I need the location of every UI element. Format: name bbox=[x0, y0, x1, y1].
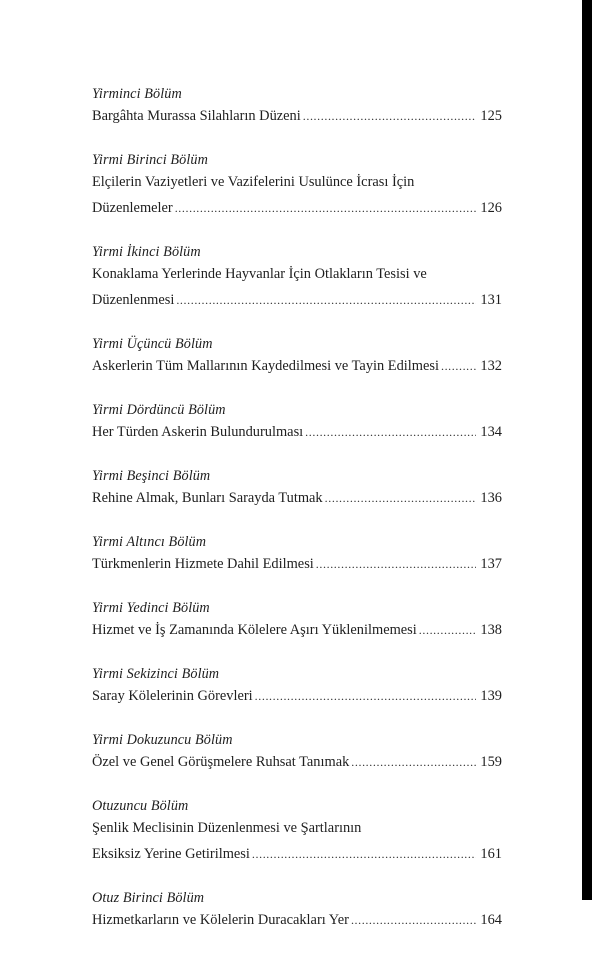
section-title: Eksiksiz Yerine Getirilmesi bbox=[92, 846, 250, 862]
chapter-heading: Yirminci Bölüm bbox=[92, 86, 182, 102]
page-edge-shadow bbox=[582, 0, 592, 900]
page-number: 126 bbox=[480, 200, 502, 216]
toc-entry bbox=[92, 334, 502, 376]
chapter-heading: Yirmi Altıncı Bölüm bbox=[92, 534, 207, 550]
toc-entry bbox=[92, 150, 502, 218]
toc-entry bbox=[92, 84, 502, 126]
section-title: Askerlerin Tüm Mallarının Kaydedilmesi ve Tayin Edilmesi bbox=[92, 358, 439, 374]
section-title-line: Şenlik Meclisinin Düzenlenmesi ve Şartlarının bbox=[92, 820, 362, 836]
dot-leader bbox=[419, 620, 476, 640]
toc-entry bbox=[92, 888, 502, 930]
chapter-heading: Yirmi Birinci Bölüm bbox=[92, 152, 208, 168]
toc-entry bbox=[92, 532, 502, 574]
page-number: 139 bbox=[480, 688, 502, 704]
dot-leader bbox=[255, 686, 476, 706]
toc-line bbox=[92, 752, 502, 772]
section-title: Her Türden Askerin Bulundurulması bbox=[92, 424, 304, 440]
section-title: Özel ve Genel Görüşmelere Ruhsat Tanımak bbox=[92, 754, 350, 770]
section-title: Saray Kölelerinin Görevleri bbox=[92, 688, 253, 704]
chapter-heading: Yirmi Üçüncü Bölüm bbox=[92, 336, 213, 352]
section-title-line: Elçilerin Vaziyetleri ve Vazifelerini Usulünce İcrası İçin bbox=[92, 174, 415, 190]
toc-line bbox=[92, 422, 502, 442]
toc-line bbox=[92, 198, 502, 218]
section-title: Düzenlemeler bbox=[92, 200, 173, 216]
page-number: 164 bbox=[480, 912, 502, 928]
toc-line bbox=[92, 554, 502, 574]
chapter-heading: Yirmi Sekizinci Bölüm bbox=[92, 666, 220, 682]
page-number: 161 bbox=[480, 846, 502, 862]
dot-leader bbox=[351, 752, 476, 772]
chapter-heading: Otuzuncu Bölüm bbox=[92, 798, 189, 814]
toc-entry bbox=[92, 664, 502, 706]
chapter-heading: Yirmi Dokuzuncu Bölüm bbox=[92, 732, 233, 748]
toc-line bbox=[92, 844, 502, 864]
section-title: Hizmetkarların ve Kölelerin Duracakları Yer bbox=[92, 912, 349, 928]
section-title: Düzenlenmesi bbox=[92, 292, 175, 308]
toc-line bbox=[92, 686, 502, 706]
dot-leader bbox=[316, 554, 476, 574]
toc-line bbox=[92, 356, 502, 376]
dot-leader bbox=[351, 910, 476, 930]
toc-entry bbox=[92, 730, 502, 772]
section-title: Türkmenlerin Hizmete Dahil Edilmesi bbox=[92, 556, 314, 572]
section-title: Bargâhta Murassa Silahların Düzeni bbox=[92, 108, 301, 124]
toc-entry bbox=[92, 466, 502, 508]
page-number: 125 bbox=[480, 108, 502, 124]
toc-line bbox=[92, 488, 502, 508]
toc-entry bbox=[92, 598, 502, 640]
page-number: 134 bbox=[480, 424, 502, 440]
dot-leader bbox=[325, 488, 476, 508]
dot-leader bbox=[305, 422, 476, 442]
page-number: 132 bbox=[480, 358, 502, 374]
page-number: 131 bbox=[480, 292, 502, 308]
chapter-heading: Yirmi Dördüncü Bölüm bbox=[92, 402, 226, 418]
dot-leader bbox=[252, 844, 476, 864]
page-number: 138 bbox=[480, 622, 502, 638]
toc-line bbox=[92, 910, 502, 930]
chapter-heading: Yirmi İkinci Bölüm bbox=[92, 244, 201, 260]
section-title: Rehine Almak, Bunları Sarayda Tutmak bbox=[92, 490, 323, 506]
page-number: 159 bbox=[480, 754, 502, 770]
chapter-heading: Yirmi Yedinci Bölüm bbox=[92, 600, 210, 616]
toc-line bbox=[92, 290, 502, 310]
dot-leader bbox=[175, 198, 476, 218]
dot-leader bbox=[441, 356, 476, 376]
chapter-heading: Otuz Birinci Bölüm bbox=[92, 890, 205, 906]
page-number: 136 bbox=[480, 490, 502, 506]
page-number: 137 bbox=[480, 556, 502, 572]
chapter-heading: Yirmi Beşinci Bölüm bbox=[92, 468, 211, 484]
toc-entry bbox=[92, 400, 502, 442]
toc-line bbox=[92, 106, 502, 126]
toc-line bbox=[92, 620, 502, 640]
toc-entry bbox=[92, 796, 502, 864]
section-title-line: Konaklama Yerlerinde Hayvanlar İçin Otlakların Tesisi ve bbox=[92, 266, 427, 282]
dot-leader bbox=[176, 290, 476, 310]
table-of-contents bbox=[92, 84, 502, 954]
toc-entry bbox=[92, 242, 502, 310]
section-title: Hizmet ve İş Zamanında Kölelere Aşırı Yüklenilmemesi bbox=[92, 622, 417, 638]
dot-leader bbox=[303, 106, 476, 126]
